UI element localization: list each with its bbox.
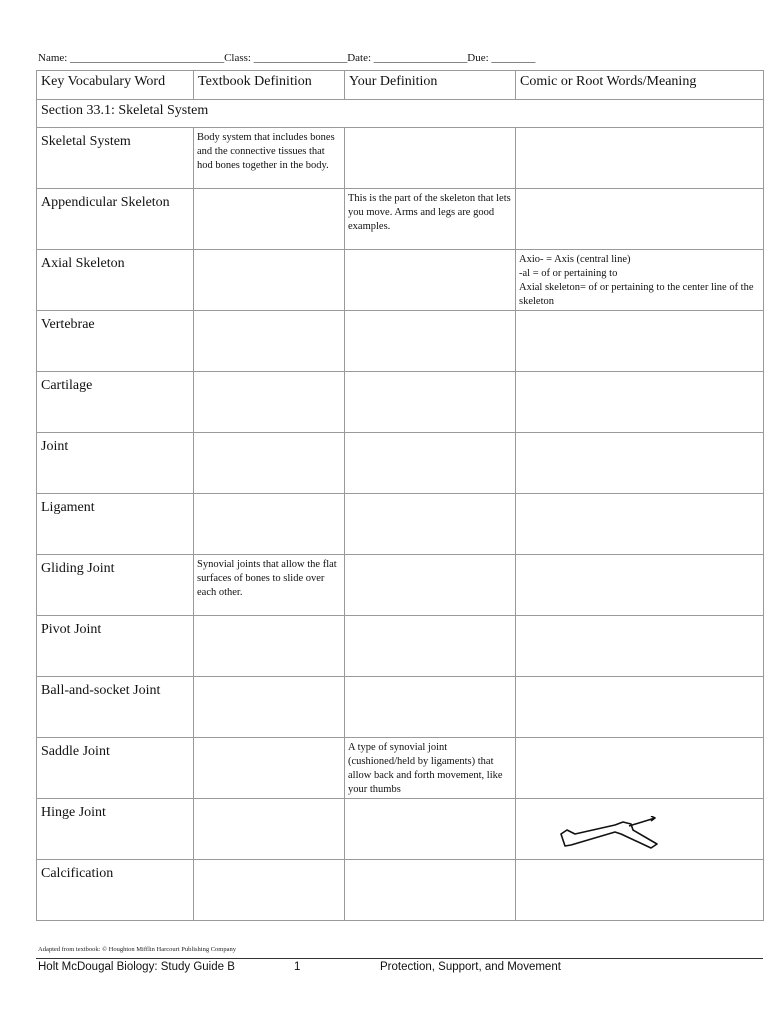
vocab-term: Appendicular Skeleton [37, 189, 194, 250]
your-definition-cell [345, 372, 516, 433]
root-words-cell [516, 799, 764, 860]
col-header-key-word: Key Vocabulary Word [37, 71, 194, 100]
textbook-definition-cell [194, 189, 345, 250]
textbook-definition-cell: Body system that includes bones and the connective tissues that hod bones together in the body. [194, 128, 345, 189]
textbook-definition-cell [194, 494, 345, 555]
your-definition-cell [345, 311, 516, 372]
vocab-term: Axial Skeleton [37, 250, 194, 311]
table-row [37, 555, 764, 616]
table-row [37, 616, 764, 677]
textbook-definition-cell [194, 860, 345, 921]
textbook-definition-cell [194, 250, 345, 311]
root-words-cell [516, 311, 764, 372]
vocab-term: Skeletal System [37, 128, 194, 189]
vocab-term: Joint [37, 433, 194, 494]
root-words-cell [516, 738, 764, 799]
your-definition-cell [345, 433, 516, 494]
root-words-cell [516, 494, 764, 555]
table-row [37, 189, 764, 250]
your-definition-cell [345, 555, 516, 616]
textbook-definition-cell [194, 738, 345, 799]
your-definition-cell [345, 860, 516, 921]
table-row [37, 738, 764, 799]
table-row [37, 860, 764, 921]
vocab-term: Vertebrae [37, 311, 194, 372]
footer-divider [36, 958, 763, 959]
vocab-term: Pivot Joint [37, 616, 194, 677]
your-definition-cell: A type of synovial joint (cushioned/held by ligaments) that allow back and forth movement, like your thumbs [345, 738, 516, 799]
vocab-term: Ball-and-socket Joint [37, 677, 194, 738]
textbook-definition-cell: Synovial joints that allow the flat surfaces of bones to slide over each other. [194, 555, 345, 616]
table-row [37, 494, 764, 555]
vocab-term: Saddle Joint [37, 738, 194, 799]
root-words-cell [516, 189, 764, 250]
your-definition-cell [345, 799, 516, 860]
table-row [37, 677, 764, 738]
your-definition-cell: This is the part of the skeleton that lets you move. Arms and legs are good examples. [345, 189, 516, 250]
your-definition-cell [345, 128, 516, 189]
root-words-cell [516, 433, 764, 494]
table-row [37, 433, 764, 494]
root-words-cell [516, 372, 764, 433]
your-definition-cell [345, 677, 516, 738]
col-header-root-words: Comic or Root Words/Meaning [516, 71, 764, 100]
table-row [37, 250, 764, 311]
table-row [37, 311, 764, 372]
textbook-definition-cell [194, 616, 345, 677]
vocab-term: Ligament [37, 494, 194, 555]
footer-page-number: 1 [294, 961, 301, 973]
root-words-cell: Axio- = Axis (central line) -al = of or pertaining to Axial skeleton= of or pertaining to the center line of the skeleton [516, 250, 764, 311]
header-fields: Name: ____________________________Class: _________________Date: _________________Due: ________ [38, 52, 536, 64]
table-row [37, 372, 764, 433]
your-definition-cell [345, 616, 516, 677]
textbook-definition-cell [194, 433, 345, 494]
vocabulary-table [36, 70, 764, 921]
copyright-footnote: Adapted from textbook: © Houghton Mifflin Harcourt Publishing Company [38, 946, 236, 953]
footer-title: Holt McDougal Biology: Study Guide B [38, 961, 235, 973]
root-words-cell [516, 616, 764, 677]
textbook-definition-cell [194, 677, 345, 738]
table-row [37, 128, 764, 189]
vocab-term: Cartilage [37, 372, 194, 433]
vocab-term: Hinge Joint [37, 799, 194, 860]
your-definition-cell [345, 494, 516, 555]
root-words-cell [516, 128, 764, 189]
col-header-textbook: Textbook Definition [194, 71, 345, 100]
vocab-term: Gliding Joint [37, 555, 194, 616]
textbook-definition-cell [194, 372, 345, 433]
col-header-your-definition: Your Definition [345, 71, 516, 100]
table-row [37, 799, 764, 860]
root-words-cell [516, 677, 764, 738]
vocab-term: Calcification [37, 860, 194, 921]
section-title: Section 33.1: Skeletal System [37, 100, 764, 128]
root-words-cell [516, 555, 764, 616]
footer-chapter: Protection, Support, and Movement [380, 961, 561, 973]
textbook-definition-cell [194, 799, 345, 860]
your-definition-cell [345, 250, 516, 311]
root-words-cell [516, 860, 764, 921]
hinge-joint-sketch [555, 816, 665, 856]
textbook-definition-cell [194, 311, 345, 372]
